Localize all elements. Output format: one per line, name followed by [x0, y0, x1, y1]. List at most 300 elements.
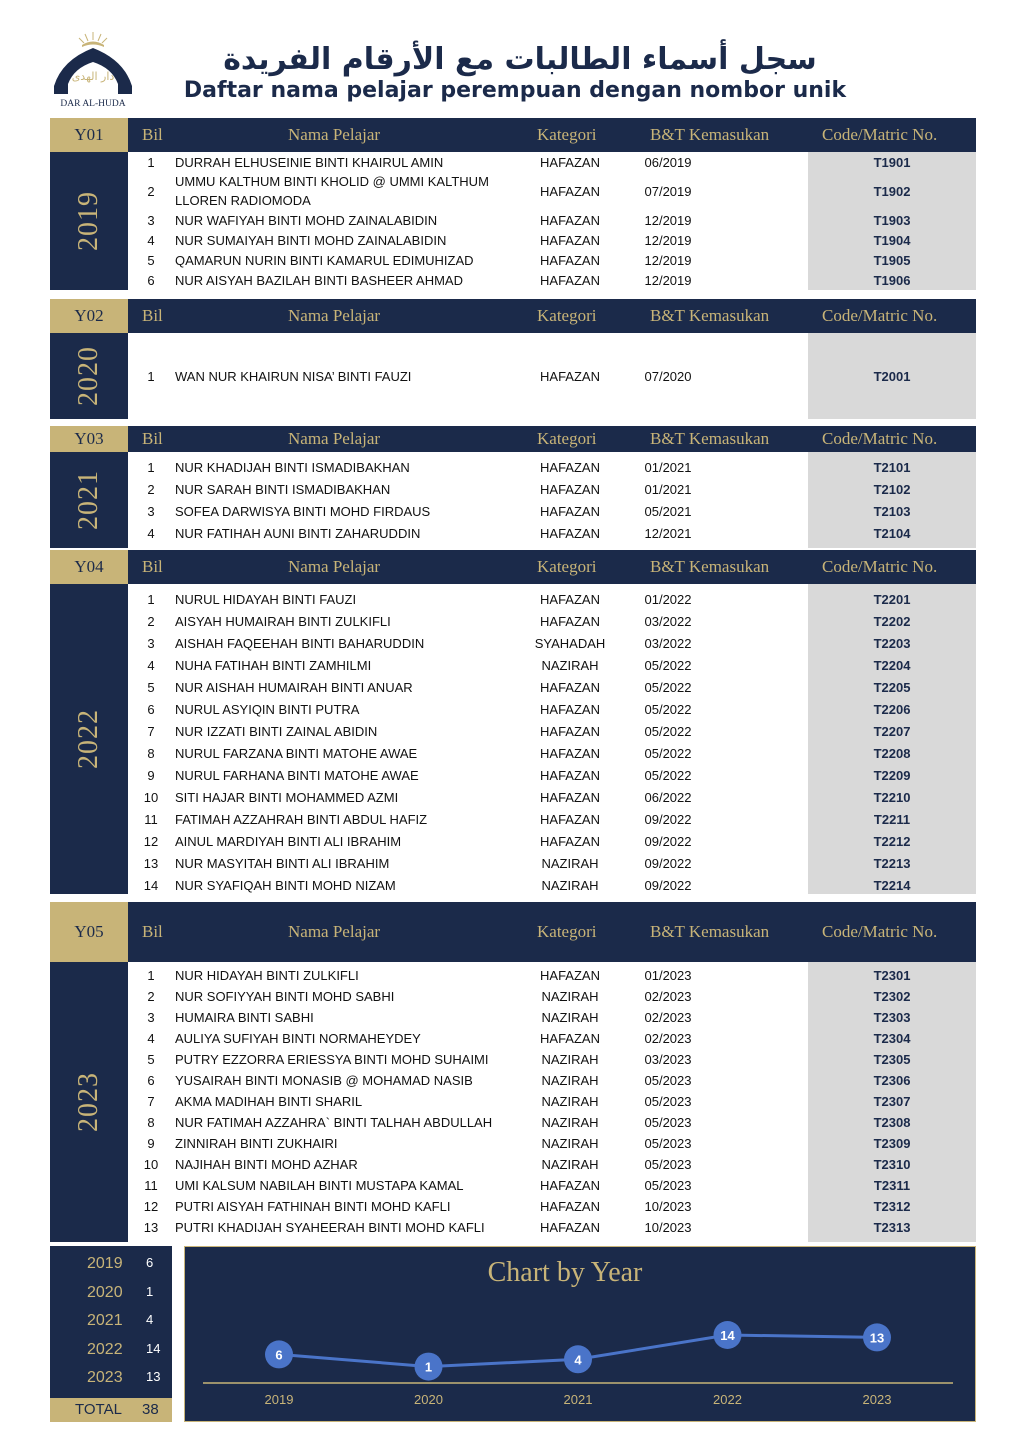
row-bil: 8 — [147, 745, 155, 761]
column-header-code: Code/Matric No. — [822, 557, 938, 576]
column-header-nama: Nama Pelajar — [288, 922, 381, 941]
table-row — [128, 698, 976, 720]
row-code: T2207 — [873, 723, 911, 739]
svg-text:دار الهدى: دار الهدى — [71, 70, 115, 83]
row-bil: 4 — [147, 1031, 155, 1046]
row-kategori: HAFAZAN — [540, 481, 600, 497]
row-kategori: NAZIRAH — [541, 657, 599, 673]
column-header-nama: Nama Pelajar — [288, 429, 381, 448]
row-code: T2313 — [873, 1220, 911, 1235]
summary-count: 14 — [146, 1340, 161, 1356]
row-kategori: NAZIRAH — [541, 989, 599, 1004]
row-code: T2213 — [873, 855, 911, 871]
section-code: Y03 — [50, 426, 128, 452]
row-nama: NURUL HIDAYAH BINTI FAUZI — [175, 591, 357, 607]
summary-row — [50, 1340, 172, 1364]
year-label: 2022 — [73, 709, 104, 769]
row-bt: 07/2020 — [644, 368, 692, 384]
row-bt: 03/2022 — [644, 613, 692, 629]
table-row — [128, 654, 976, 676]
row-nama: NUR WAFIYAH BINTI MOHD ZAINALABIDIN — [175, 212, 438, 228]
row-bil: 1 — [147, 968, 155, 983]
table-row — [128, 1154, 976, 1175]
row-bil: 7 — [147, 1094, 155, 1109]
column-header-code: Code/Matric No. — [822, 306, 938, 325]
table-row — [128, 500, 976, 522]
row-code: T1903 — [873, 212, 911, 228]
total-value: 38 — [142, 1401, 159, 1418]
row-code: T2307 — [873, 1094, 911, 1109]
row-bt: 05/2022 — [644, 745, 692, 761]
row-bt: 05/2022 — [644, 657, 692, 673]
row-nama: SITI HAJAR BINTI MOHAMMED AZMI — [175, 789, 399, 805]
total-row — [50, 1398, 172, 1422]
column-header-kategori: Kategori — [537, 922, 597, 941]
row-bt: 02/2023 — [644, 1010, 692, 1025]
row-nama: NUR SYAFIQAH BINTI MOHD NIZAM — [175, 877, 396, 893]
table-row — [128, 720, 976, 742]
row-bt: 07/2019 — [644, 183, 692, 199]
column-header-bil: Bil — [142, 922, 163, 941]
row-nama: AISYAH HUMAIRAH BINTI ZULKIFLI — [175, 613, 391, 629]
row-bil: 2 — [147, 481, 155, 497]
row-kategori: HAFAZAN — [540, 745, 600, 761]
x-tick-label: 2021 — [563, 1392, 593, 1407]
row-nama: NUR KHADIJAH BINTI ISMADIBAKHAN — [175, 459, 410, 475]
row-kategori: HAFAZAN — [540, 183, 600, 199]
row-bil: 2 — [147, 989, 155, 1004]
table-row — [128, 250, 976, 270]
section-code: Y02 — [50, 299, 128, 333]
year-band — [50, 333, 128, 419]
row-code: T1906 — [873, 272, 911, 288]
register-section-2023 — [50, 902, 976, 1242]
row-nama: NUR SARAH BINTI ISMADIBAKHAN — [175, 481, 391, 497]
row-bt: 05/2022 — [644, 701, 692, 717]
table-row — [128, 874, 976, 896]
table-row — [128, 456, 976, 478]
row-nama: UMI KALSUM NABILAH BINTI MUSTAPA KAMAL — [175, 1178, 464, 1193]
section-header — [50, 550, 976, 584]
summary-row — [50, 1311, 172, 1335]
row-kategori: HAFAZAN — [540, 1199, 600, 1214]
table-row — [128, 742, 976, 764]
row-bil: 6 — [147, 1073, 155, 1088]
column-header-code: Code/Matric No. — [822, 125, 938, 144]
table-row — [128, 786, 976, 808]
row-bil: 7 — [147, 723, 155, 739]
row-kategori: HAFAZAN — [540, 767, 600, 783]
summary-year: 2022 — [87, 1340, 123, 1358]
row-bil: 10 — [143, 789, 159, 805]
row-bil: 1 — [147, 154, 155, 170]
row-kategori: HAFAZAN — [540, 1220, 600, 1235]
summary-count: 13 — [146, 1369, 161, 1384]
row-bt: 05/2023 — [644, 1136, 692, 1151]
row-code: T2209 — [873, 767, 911, 783]
chart-plot — [185, 1247, 975, 1421]
row-bt: 05/2023 — [644, 1094, 692, 1109]
column-header-nama: Nama Pelajar — [288, 557, 381, 576]
row-nama: SOFEA DARWISYA BINTI MOHD FIRDAUS — [175, 503, 431, 519]
x-tick-label: 2022 — [713, 1392, 742, 1407]
row-nama: ZINNIRAH BINTI ZUKHAIRI — [175, 1136, 338, 1151]
row-code: T1904 — [873, 232, 911, 248]
table-row — [128, 1070, 976, 1091]
row-bt: 05/2021 — [644, 503, 692, 519]
row-code: T2203 — [873, 635, 911, 651]
row-bt: 05/2023 — [644, 1157, 692, 1172]
section-header — [50, 426, 976, 452]
row-code: T2303 — [873, 1010, 911, 1025]
year-label: 2021 — [73, 470, 104, 530]
section-code: Y04 — [50, 550, 128, 584]
section-code: Y01 — [50, 118, 128, 152]
row-kategori: NAZIRAH — [541, 877, 599, 893]
row-kategori: HAFAZAN — [540, 811, 600, 827]
column-header-bt: B&T Kemasukan — [650, 429, 770, 448]
data-label: 1 — [424, 1359, 433, 1375]
row-code: T2302 — [873, 989, 911, 1004]
row-bt: 05/2022 — [644, 679, 692, 695]
row-bt: 06/2019 — [644, 154, 692, 170]
row-kategori: HAFAZAN — [540, 789, 600, 805]
table-row — [128, 676, 976, 698]
row-kategori: HAFAZAN — [540, 252, 600, 268]
row-bil: 5 — [147, 1052, 155, 1067]
table-row — [128, 152, 976, 172]
summary-year: 2023 — [87, 1369, 123, 1386]
summary-row — [50, 1283, 172, 1307]
row-code: T2104 — [873, 525, 911, 541]
table-row — [128, 965, 976, 986]
summary-count: 4 — [146, 1312, 154, 1327]
register-section-2019 — [50, 118, 976, 290]
row-bt: 01/2021 — [644, 459, 692, 475]
row-bil: 1 — [147, 591, 155, 607]
column-header-bil: Bil — [142, 306, 163, 325]
column-header-kategori: Kategori — [537, 557, 597, 576]
row-bil: 6 — [147, 701, 155, 717]
row-nama: NUR FATIMAH AZZAHRA` BINTI TALHAH ABDULLAH — [175, 1115, 493, 1130]
row-nama: PUTRI KHADIJAH SYAHEERAH BINTI MOHD KAFLI — [175, 1220, 485, 1235]
table-row — [128, 588, 976, 610]
x-tick-label: 2023 — [862, 1392, 892, 1407]
row-nama: AULIYA SUFIYAH BINTI NORMAHEYDEY — [175, 1031, 421, 1046]
row-kategori: NAZIRAH — [541, 1136, 599, 1151]
row-nama: PUTRI AISYAH FATHINAH BINTI MOHD KAFLI — [175, 1199, 451, 1214]
row-code: T2311 — [873, 1178, 911, 1193]
table-row — [128, 333, 976, 419]
table-row — [128, 172, 976, 210]
row-nama: WAN NUR KHAIRUN NISA’ BINTI FAUZI — [175, 368, 412, 384]
column-header-kategori: Kategori — [537, 429, 597, 448]
row-code: T2208 — [873, 745, 911, 761]
column-header-bil: Bil — [142, 557, 163, 576]
row-bil: 5 — [147, 252, 155, 268]
column-header-bt: B&T Kemasukan — [650, 557, 770, 576]
column-header-code: Code/Matric No. — [822, 429, 938, 448]
row-code: T2206 — [873, 701, 911, 717]
row-bt: 05/2023 — [644, 1178, 692, 1193]
table-row — [128, 1007, 976, 1028]
year-band — [50, 152, 128, 290]
row-kategori: NAZIRAH — [541, 1115, 599, 1130]
row-bt: 03/2022 — [644, 635, 692, 651]
row-bt: 09/2022 — [644, 833, 692, 849]
year-band — [50, 962, 128, 1242]
row-kategori: HAFAZAN — [540, 503, 600, 519]
row-code: T2001 — [873, 368, 911, 384]
year-label: 2020 — [73, 346, 104, 406]
table-row — [128, 1133, 976, 1154]
register-section-2020 — [50, 299, 976, 419]
year-band — [50, 452, 128, 548]
row-kategori: NAZIRAH — [541, 1052, 599, 1067]
row-bt: 05/2023 — [644, 1115, 692, 1130]
total-label: TOTAL — [75, 1401, 122, 1418]
row-bil: 13 — [143, 855, 159, 871]
column-header-bt: B&T Kemasukan — [650, 306, 770, 325]
row-bil: 5 — [147, 679, 155, 695]
row-code: T2205 — [873, 679, 911, 695]
row-bil: 2 — [147, 613, 155, 629]
row-kategori: SYAHADAH — [534, 635, 606, 651]
section-code: Y05 — [50, 902, 128, 962]
section-header — [50, 299, 976, 333]
column-header-bt: B&T Kemasukan — [650, 125, 770, 144]
row-nama: NUR IZZATI BINTI ZAINAL ABIDIN — [175, 723, 378, 739]
column-header-kategori: Kategori — [537, 125, 597, 144]
row-nama: NAJIHAH BINTI MOHD AZHAR — [175, 1157, 358, 1172]
row-bt: 12/2019 — [644, 232, 692, 248]
row-nama: PUTRY EZZORRA ERIESSYA BINTI MOHD SUHAIMI — [175, 1052, 489, 1067]
row-bt: 09/2022 — [644, 877, 692, 893]
summary-row — [50, 1368, 172, 1392]
row-bt: 05/2022 — [644, 767, 692, 783]
register-section-2022 — [50, 550, 976, 894]
year-label: 2019 — [73, 191, 104, 251]
row-code: T2301 — [873, 968, 911, 983]
row-kategori: HAFAZAN — [540, 154, 600, 170]
row-bil: 4 — [147, 525, 155, 541]
table-row — [128, 986, 976, 1007]
row-bil: 12 — [143, 833, 159, 849]
page-header — [0, 0, 1024, 118]
row-nama: AINUL MARDIYAH BINTI ALI IBRAHIM — [175, 833, 402, 849]
row-kategori: HAFAZAN — [540, 459, 600, 475]
row-kategori: HAFAZAN — [540, 723, 600, 739]
row-code: T2201 — [873, 591, 911, 607]
row-kategori: HAFAZAN — [540, 368, 600, 384]
data-label: 14 — [720, 1328, 735, 1343]
x-tick-label: 2019 — [264, 1392, 294, 1407]
row-kategori: NAZIRAH — [541, 1094, 599, 1109]
row-bil: 4 — [147, 657, 155, 673]
column-header-nama: Nama Pelajar — [288, 306, 381, 325]
row-nama: NUR HIDAYAH BINTI ZULKIFLI — [175, 968, 359, 983]
row-bt: 01/2023 — [644, 968, 692, 983]
row-code: T2103 — [873, 503, 911, 519]
row-nama: NUR SUMAIYAH BINTI MOHD ZAINALABIDIN — [175, 232, 447, 248]
row-bt: 05/2023 — [644, 1073, 692, 1088]
row-nama: NUR SOFIYYAH BINTI MOHD SABHI — [175, 989, 395, 1004]
data-label: 6 — [275, 1347, 283, 1363]
row-bt: 01/2021 — [644, 481, 692, 497]
row-bil: 8 — [147, 1115, 155, 1130]
table-row — [128, 830, 976, 852]
row-bil: 13 — [143, 1220, 159, 1235]
section-rows — [128, 584, 976, 894]
row-kategori: HAFAZAN — [540, 701, 600, 717]
row-bil: 3 — [147, 503, 155, 519]
summary-count: 6 — [146, 1255, 154, 1270]
row-bil: 14 — [143, 877, 159, 893]
row-nama: NURUL FARHANA BINTI MATOHE AWAE — [175, 767, 419, 783]
table-row — [128, 210, 976, 230]
data-label: 13 — [869, 1330, 885, 1346]
summary-year: 2020 — [87, 1283, 123, 1301]
column-header-kategori: Kategori — [537, 306, 597, 325]
column-header-bt: B&T Kemasukan — [650, 922, 770, 941]
section-header — [50, 902, 976, 962]
table-row — [128, 610, 976, 632]
row-kategori: NAZIRAH — [541, 1010, 599, 1025]
row-bil: 4 — [147, 232, 155, 248]
row-code: T1902 — [873, 183, 911, 199]
row-kategori: HAFAZAN — [540, 212, 600, 228]
row-kategori: NAZIRAH — [541, 1073, 599, 1088]
row-code: T2211 — [873, 811, 911, 827]
row-kategori: HAFAZAN — [540, 613, 600, 629]
row-bil: 10 — [143, 1157, 159, 1172]
column-header-nama: Nama Pelajar — [288, 125, 381, 144]
row-kategori: NAZIRAH — [541, 1157, 599, 1172]
x-tick-label: 2020 — [414, 1392, 443, 1407]
row-bt: 06/2022 — [644, 789, 692, 805]
row-kategori: HAFAZAN — [540, 1178, 600, 1193]
table-row — [128, 632, 976, 654]
row-code: T2308 — [873, 1115, 911, 1130]
row-nama: QAMARUN NURIN BINTI KAMARUL EDIMUHIZAD — [175, 252, 474, 268]
row-bt: 10/2023 — [644, 1220, 692, 1235]
table-row — [128, 522, 976, 544]
row-code: T2102 — [873, 481, 911, 497]
row-nama: HUMAIRA BINTI SABHI — [175, 1010, 314, 1025]
summary-count: 1 — [146, 1283, 154, 1299]
row-code: T2312 — [873, 1199, 911, 1214]
row-code: T2210 — [873, 789, 911, 805]
chart-title: Chart by Year — [487, 1257, 643, 1288]
row-kategori: HAFAZAN — [540, 232, 600, 248]
row-nama: AKMA MADIHAH BINTI SHARIL — [175, 1094, 363, 1109]
row-code: T2101 — [873, 459, 911, 475]
row-kategori: HAFAZAN — [540, 679, 600, 695]
row-bil: 1 — [147, 368, 155, 384]
table-row — [128, 852, 976, 874]
column-header-bil: Bil — [142, 125, 163, 144]
row-bt: 02/2023 — [644, 1031, 692, 1046]
row-nama: FATIMAH AZZAHRAH BINTI ABDUL HAFIZ — [175, 811, 428, 827]
row-bt: 12/2019 — [644, 212, 692, 228]
year-band — [50, 584, 128, 894]
row-kategori: HAFAZAN — [540, 968, 600, 983]
table-row — [128, 1112, 976, 1133]
row-bt: 09/2022 — [644, 855, 692, 871]
row-code: T2309 — [873, 1136, 911, 1151]
column-header-code: Code/Matric No. — [822, 922, 938, 941]
table-row — [128, 270, 976, 290]
row-bt: 03/2023 — [644, 1052, 692, 1067]
row-nama: UMMU KALTHUM BINTI KHOLID @ UMMI KALTHUM LLOREN RADIOMODA — [175, 174, 489, 208]
row-bt: 02/2023 — [644, 989, 692, 1004]
row-nama: NUR MASYITAH BINTI ALI IBRAHIM — [175, 855, 390, 871]
table-row — [128, 1217, 976, 1238]
row-code: T2304 — [873, 1031, 911, 1046]
section-rows — [128, 452, 976, 548]
table-row — [128, 230, 976, 250]
row-bt: 12/2019 — [644, 272, 692, 288]
summary-row — [50, 1254, 172, 1278]
chart-by-year — [184, 1246, 976, 1422]
row-nama: NUR AISYAH BAZILAH BINTI BASHEER AHMAD — [175, 272, 463, 288]
row-code: T2305 — [873, 1052, 911, 1067]
row-nama: AISHAH FAQEEHAH BINTI BAHARUDDIN — [175, 635, 425, 651]
table-row — [128, 1196, 976, 1217]
row-bt: 05/2022 — [644, 723, 692, 739]
row-bil: 3 — [147, 1010, 155, 1025]
register-section-2021 — [50, 426, 976, 548]
section-rows — [128, 333, 976, 419]
row-code: T2214 — [873, 877, 911, 893]
summary-year: 2021 — [87, 1312, 123, 1329]
table-row — [128, 1049, 976, 1070]
table-row — [128, 808, 976, 830]
row-bil: 1 — [147, 459, 155, 475]
svg-text:DAR AL-HUDA: DAR AL-HUDA — [60, 99, 126, 109]
section-header — [50, 118, 976, 152]
row-bt: 12/2019 — [644, 252, 692, 268]
row-bil: 9 — [147, 1136, 155, 1151]
row-code: T1905 — [873, 252, 911, 268]
row-code: T2310 — [873, 1157, 911, 1172]
row-kategori: HAFAZAN — [540, 525, 600, 541]
table-row — [128, 764, 976, 786]
row-kategori: HAFAZAN — [540, 591, 600, 607]
summary-year: 2019 — [87, 1255, 123, 1272]
row-code: T2212 — [873, 833, 911, 849]
row-nama: NUHA FATIHAH BINTI ZAMHILMI — [175, 657, 372, 673]
row-nama: YUSAIRAH BINTI MONASIB @ MOHAMAD NASIB — [175, 1073, 473, 1088]
row-code: T2204 — [873, 657, 911, 673]
page-title-malay: Daftar nama pelajar perempuan dengan nombor unik — [183, 78, 847, 103]
row-kategori: HAFAZAN — [540, 272, 600, 288]
row-nama: NURUL FARZANA BINTI MATOHE AWAE — [175, 745, 418, 761]
row-nama: DURRAH ELHUSEINIE BINTI KHAIRUL AMIN — [175, 154, 444, 170]
row-kategori: HAFAZAN — [540, 1031, 600, 1046]
dar-al-huda-logo — [52, 30, 134, 110]
row-bil: 2 — [147, 183, 155, 199]
table-row — [128, 1028, 976, 1049]
row-bil: 6 — [147, 272, 155, 288]
row-code: T1901 — [873, 154, 911, 170]
row-nama: NUR AISHAH HUMAIRAH BINTI ANUAR — [175, 679, 413, 695]
row-bt: 01/2022 — [644, 591, 692, 607]
row-bil: 3 — [147, 635, 155, 651]
row-code: T2306 — [873, 1073, 911, 1088]
row-bil: 9 — [147, 767, 155, 783]
table-row — [128, 1175, 976, 1196]
